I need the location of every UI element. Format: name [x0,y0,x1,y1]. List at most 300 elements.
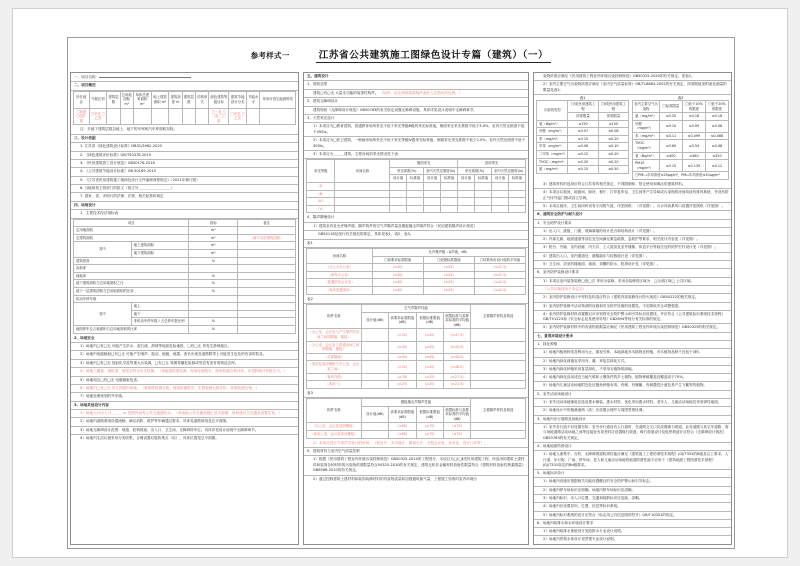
row-grade[interactable]: （Ⅳ） [307,198,335,206]
v[interactable]: (≥45) [416,341,443,353]
row-note[interactable] [238,242,296,250]
th-room: 房间名称 [307,249,373,264]
c[interactable] [475,183,492,191]
table-row [307,249,526,257]
row-label: 地下 [131,310,189,318]
th-5: 地上建筑面积 m² [151,91,169,108]
th-avg[interactable]: □结果所用设计值的平均值 [474,256,525,264]
v[interactable] [361,353,388,361]
section-building-design-title: 五、建筑设计 [304,73,528,81]
row-unit[interactable] [189,310,238,318]
table-row [537,120,629,128]
cell-check-energy[interactable]: □甲类 □乙类 [229,108,247,125]
row-label: 容积率 [74,265,189,273]
c[interactable] [335,183,390,191]
t2-footnote[interactable]: □PM₂.₅年均浓度≤25μg/m³，PM₁₀年均浓度≤50μg/m³ [633,172,729,180]
th-room: 房间名称 [335,160,390,183]
th-7: 建筑层数 [182,91,195,108]
v[interactable]: (≤45) [423,264,474,272]
c[interactable] [441,190,458,198]
v[interactable]: (≥48.0) [443,361,470,373]
acoustic-body-2: GB50118及现行有关规范的规定，具体见表1、表2、表3。 [304,231,528,239]
right-body-26: 2）场地设计中的植栽遮荫（高）应设置合理并与周围景观协调。 [534,407,731,415]
row-unit[interactable]: % [189,287,238,295]
c[interactable] [424,198,441,206]
right-body-2[interactable]: 5）本项目厨房、卫生间同时设有专用排气道，详见图纸：（详见图）。污水冲淡系风口设置详见图纸（详见图）。 [534,203,731,211]
th-12: 采用可再生能源种类 [260,91,296,108]
row-note[interactable] [238,318,296,326]
v[interactable]: (≥45.0) [443,353,470,361]
column-right [533,72,732,545]
c[interactable] [509,183,526,191]
row-unit[interactable] [189,303,238,311]
row-unit[interactable]: m² [189,234,238,242]
table-row [74,325,296,333]
right-body-33: 2）场地内停车场标识应明确，场地内停车场标识应清晰。 [534,487,731,495]
v: ≤0.135 [682,160,705,172]
row-note[interactable] [238,265,296,273]
c[interactable] [458,205,475,213]
cell-blank-4[interactable] [133,108,151,125]
row-note[interactable] [238,287,296,295]
pollutant-limit-table-2 [632,100,729,180]
right-body-35: 4）场地内应设置导向、位置、信息等标识系统。 [534,503,731,511]
right-body-10: 6、室内防护装修设计要求 [534,269,731,277]
row-unit[interactable] [189,265,238,273]
table-row [633,100,729,112]
c[interactable] [390,190,407,198]
right-body-32: 1）场地内设施应根据相关功能设置醒目的安全防护警示和引导标志。 [534,478,731,486]
table-row [74,280,296,288]
v[interactable]: (≥45) [416,353,443,361]
th-impact: 楼板撞击声隔声性能 [361,399,471,407]
right-body-36: 5）场地内标识系统的设计应符合《标志用公共信息图形符号》GB/T10001的规定。 [534,512,731,520]
safety-item-2[interactable]: 3）场地内□有□无 放射化学品等重大污染源，□有□无 易燃易爆危险源或邻近有害有毒物品仓库。 [71,360,298,368]
row-group: 其中 [74,242,132,257]
c[interactable] [424,190,441,198]
cell-blank-7[interactable] [182,108,195,125]
th-std[interactable]: □标准限量 [659,100,682,112]
safety-item-3[interactable]: 4）场地土壤氡、氡浓度、度是否符合有关检测。（场地氡浓度检测、现场检测报告、现场检测合格评价、环境影响评价报告书。） [71,368,298,376]
table-row [307,423,526,431]
c[interactable] [441,183,458,191]
mat[interactable] [471,423,526,431]
th-note: 备注 [238,219,296,227]
v: ≤0.15 [568,151,598,159]
c[interactable] [335,205,390,213]
mat[interactable] [471,353,526,361]
subsection-material-title: 5、建筑材料与室内空气质量控制 [304,448,528,456]
basis-item-0: 1. 江苏省《绿色建筑设计标准》DB32/3962-2020 [71,143,298,151]
v: ≤0.18 [682,113,705,121]
c[interactable] [390,205,407,213]
c[interactable] [407,205,424,213]
row-note[interactable] [238,257,296,265]
v[interactable]: (≥47.5) [443,329,470,341]
row-name[interactable]: （客房门） [307,381,362,389]
row-grade[interactable]: （Ⅴ） [307,205,335,213]
v: ≤0.088 [705,132,728,140]
v[interactable] [361,431,388,439]
th-pollutant: 室内主要空气污染物 [633,100,660,112]
table-row [633,140,729,152]
th-item: 项目 [74,219,189,227]
v[interactable]: (≤65) [389,431,416,439]
safety-item-1[interactable]: 2）场地内电磁辐射□有□无 可能产生噪声、振动、地磁、地震、害长出现及道路附带上可能发生危及的有害的影及。 [71,351,298,359]
table1-caption: 表1 [304,240,528,248]
row-name[interactable]: （客房公室、会议室顶部楼板） [307,431,362,439]
th-material: 主要隔声材料及构造 [471,399,526,423]
row-name: 氡（Bq/m³） [633,152,660,160]
row-name[interactable]: （客房普通客房） [307,286,373,294]
v[interactable] [361,341,388,353]
v[interactable]: (≤40) [372,271,423,279]
v[interactable]: (≥45) [389,341,416,353]
c[interactable] [407,183,424,191]
cell-blank-8[interactable] [196,108,209,125]
th-class2[interactable]: □Ⅱ类民用建筑工程 [598,100,628,112]
row-name: 甲醛（mg/m³） [537,128,568,136]
v[interactable]: (≤42.5) [474,279,525,287]
v: ≤150 [598,120,628,128]
mat[interactable] [471,341,526,353]
c[interactable] [407,190,424,198]
th-sub: 低限标准限值(dB) [416,406,443,423]
th-high[interactable]: □高要求标准限值 [372,256,423,264]
daylight-table [306,159,526,213]
th-illum-top: 室内天然光照度(lx) [492,167,526,175]
row-name[interactable]: （普通商务会议室） [307,279,373,287]
cell-blank-11[interactable] [247,108,260,125]
v[interactable]: (≥22.5) [443,381,470,389]
v[interactable] [361,373,388,381]
form-note: （如有，应注明该装饰构件造价占总造价的比例。） [379,90,463,95]
mat[interactable] [471,381,526,389]
v[interactable] [361,381,388,389]
row-note[interactable] [238,295,296,303]
v[interactable]: (≤40) [372,286,423,294]
row-name: TVOC（mg/m³） [537,158,568,166]
mat[interactable] [471,329,526,341]
header-subtitle: 参考样式一 [250,50,290,60]
right-body-37: 6、场地内给排水和水环境设计要求 [534,520,731,528]
v[interactable]: (≥50) [389,361,416,373]
v[interactable]: (≤40) [372,264,423,272]
c[interactable] [475,190,492,198]
c[interactable] [475,198,492,206]
mat[interactable] [471,431,526,439]
cell-blank-2[interactable] [107,108,120,125]
basis-item-1: 2. 《绿色建筑评价标准》GB/T50378-2019 [71,152,298,160]
row-grade[interactable]: （Ⅲ） [307,190,335,198]
v[interactable]: (≥30) [389,373,416,381]
r-table2-caption: 表2 [677,95,684,100]
v[interactable]: (≤45) [423,271,474,279]
right-body-16: 5）室内防护装修材料中的有害物质限量应满足《民用建筑工程室内环境污染控制规范》GB50325的相关规定。 [534,324,731,332]
row-note[interactable] [238,250,296,258]
c[interactable] [390,198,407,206]
c[interactable] [509,205,526,213]
c[interactable] [458,190,475,198]
v: ≤0.07 [568,128,598,136]
v: ≤0.20 [598,151,628,159]
cell-check-class[interactable]: □甲类 □乙类 [89,108,107,125]
th-sub: 设计值 [458,175,475,183]
row-name: 二甲苯（mg/m³） [537,151,568,159]
th-sub: 低限标准限值(dB) [416,312,443,329]
cell-blank-6[interactable] [169,108,182,125]
safety-item-0[interactable]: 1）场地内□有□无 可能产生洪水、泥石流、滑坡等地质危险地段，□有□无 易发生滑坡地区。 [71,343,298,351]
row-note[interactable] [238,227,296,235]
row-note[interactable] [238,303,296,311]
c[interactable] [509,198,526,206]
right-body-39: 2）场地内景观水体设计见景观专业设计说明。 [543,537,618,542]
v[interactable]: (≥45.0) [443,341,470,353]
noise-table [306,248,526,295]
v[interactable] [361,329,388,341]
v[interactable]: (≥25) [416,373,443,381]
th-10[interactable]: □低于10%的限度 [682,100,705,112]
right-body-17: 七、景观环境设计要求 [534,333,731,341]
daylight-item-1[interactable]: 2）本项目为□医卫建筑，一般病房场所采光不低于采光等级Ⅳ级采光标准值，侧面采光采光系数不低于2.0%，室内天然光照度不低于300lx。 [304,137,528,151]
c[interactable] [509,190,526,198]
c[interactable] [458,198,475,206]
impact-table-wrap [304,398,528,440]
table-row [307,399,526,407]
cell-check-star[interactable]: □一星 □二星 □三星 [209,108,229,125]
v: ≤0.099 [682,132,705,140]
row-note[interactable] [238,280,296,288]
c[interactable] [424,183,441,191]
row-unit[interactable]: % [189,280,238,288]
th-20[interactable]: □低于20%的限度 [705,100,728,112]
columns-container [68,72,734,548]
impact-sound-table [306,398,526,439]
v[interactable]: (≥20) [416,381,443,389]
table-row [537,158,629,166]
row-unit[interactable]: m² [189,227,238,235]
th-grade: 采光等级 [307,160,335,183]
row-name[interactable]: （商务办公室） [307,271,373,279]
v[interactable]: (≤42.5) [474,264,525,272]
overview-table [73,91,296,126]
c[interactable] [441,205,458,213]
row-label: 地下一层建筑面积与总用地面积的比率 [74,287,189,295]
subsection-acoustic-title: 4、隔声降噪设计 [304,214,528,222]
table-row [74,265,296,273]
cell-check-newbuild[interactable]: □新建 □改扩建 [74,108,90,125]
c[interactable] [424,205,441,213]
row-note[interactable] [238,310,296,318]
th-6: 建筑高度 m [169,91,182,108]
c[interactable] [335,190,390,198]
row-name: 甲苯（mg/m³） [537,143,568,151]
row-unit[interactable]: % [189,325,238,333]
right-body-8[interactable]: 4）建筑出入口、室内通道处、潜梯踏步与检修道计见（详见图）。 [534,253,731,261]
cell-blank-3[interactable] [120,108,133,125]
th-limit1: 浓度限量 [568,113,598,121]
v[interactable]: (≤45) [423,286,474,294]
right-body-7[interactable]: 3）阳台、外廊、室内回廊、内天井、上人屋顶及室外楼梯、休息平台等临空处的防护栏杆设计见（详见图）。 [534,244,731,252]
v[interactable]: (≤40) [372,279,423,287]
v: ≤150 [568,120,598,128]
safety-item-6: 7）场地处理规划的外穿墙。 [71,393,298,401]
v[interactable]: (≤70) [443,431,470,439]
middle-spacer [304,483,528,544]
row-name[interactable]: （客房外窗） [307,373,362,381]
row-label: 非机动车停车数 / 占总停车数比例 [131,318,189,326]
c[interactable] [492,190,509,198]
right-body-21: 3）场地内绿化种植采用复层绿化，不采用无植物的绿地。 [534,366,731,374]
row-name[interactable]: （办公大办公室） [307,264,373,272]
v[interactable]: (≥25) [389,381,416,389]
table-row [74,227,296,235]
th-noise-level: 允许噪声级（A声级，dB） [372,249,525,257]
acoustic-body-3[interactable]: 2）本项目进行专项声学设计的房间：（报告厅、多功能厅、剧场大厅、大型会议室、录音室、设计门诊等）。 [304,440,528,448]
row-name: 苯（mg/m³） [537,135,568,143]
right-body-5[interactable]: 1）出入口、挑檐、门窗、玻璃幕墙的设计是否和结构设计（详见图）。 [534,228,731,236]
right-body-12: （公共区域适用于非住宅） [534,286,731,294]
v[interactable]: (≥27.5) [443,373,470,381]
c[interactable] [390,183,407,191]
th-sub: 设计值 [492,175,509,183]
v[interactable]: (≤45) [423,279,474,287]
right-body-18: 1、绿化种植 [534,341,731,349]
form-body[interactable]: 建筑□有□无 大量无功能的装饰性构件。 （如有，应注明该装饰构件造价占总造价的比例。） [304,90,528,98]
c[interactable] [492,205,509,213]
row-unit[interactable]: m² [189,250,238,258]
th-limit2: 浓度限量 [598,113,628,121]
subsection-form-title: 1、建筑造型 [304,81,528,89]
right-body-9[interactable]: 5）卫生间、浴室的楼地面、墙面、顶棚的防水、防滑设计见（详见图）。 [534,261,731,269]
th-coef-top: 采光系数(%) [458,167,492,175]
project-name-blank[interactable] [99,74,191,78]
v[interactable]: (≤42.5) [474,271,525,279]
cell-blank-5[interactable] [151,108,169,125]
c[interactable] [458,183,475,191]
row-name[interactable]: （客房及客房楼板与办公室、会议室之间） [307,361,362,373]
v: ≤0.20 [598,135,628,143]
right-body-15: 4）室内防护装修材料设置醒目可识别的安全防护警示和引导标识设置线，并应符合《公共建筑标识系统技术规程》GB/T51223和《安全标志及其使用导则》GB2894等现行有关标准的规定。 [534,311,731,325]
v[interactable]: (≥45) [416,329,443,341]
overview-note: 注：半地下建筑层数以地上、地下的车库和汽车库面积扣除。 [71,126,298,134]
indicators-table-title: 1、主要技术经济指标表 [71,210,298,218]
row-unit[interactable] [189,295,238,303]
airborne-table-wrap [304,304,528,390]
row-name[interactable]: （办公室、会议室与产生噪声的房间之间的隔墙、楼板） [307,329,362,341]
right-body-25: 1）室外活动场地铺装应选用透水铺装，透水材料，优化采用透水材料，老年人、儿童活动场地宜采用弹性地面。 [534,399,731,407]
c[interactable] [407,198,424,206]
daylight-item-2[interactable]: 3）本项目为＿＿＿建筑，主要房间的采光情况见下表： [304,151,528,159]
row-name[interactable]: （办公室、会议室与普通房间之间的隔墙、楼板） [307,341,362,353]
v[interactable]: (≥50) [389,329,416,341]
table-row [537,166,629,174]
c[interactable] [492,198,509,206]
drawing-sheet [67,37,735,549]
row-unit[interactable]: m² [189,242,238,250]
v[interactable] [361,423,388,431]
row-note[interactable] [238,272,296,280]
table-row [307,353,526,361]
pollutant-tables-wrap [534,95,731,181]
v: ≤0.20 [598,158,628,166]
th-side-daylight: 侧面采光 [390,160,458,168]
row-unit[interactable]: % [189,318,238,326]
section-site-design-title: 四、场地设计 [71,202,298,210]
right-body-27: 3、场地内步行道路及场地设计 [534,416,731,424]
table-row [307,271,526,279]
safety-item-8[interactable]: 1）场地人行出入口＿＿＿ m 范围内设有公共交通通站点。（该场地公共交通设施汇及平面图，规划建议主交通及设置汇及。） [71,410,298,418]
table-row [74,272,296,280]
table-row [537,100,629,112]
right-body-6[interactable]: 2）内部走廊、地面通道等部位宜空间满足紧急疏散，急救护等要求，相关设计内容见（详见图）。 [534,236,731,244]
c[interactable] [492,183,509,191]
row-name: 氨（mg/m³） [537,166,568,174]
th-11: 节能水平 [247,91,260,108]
th-4: 单体总建筑面积 m² [133,91,151,108]
v[interactable]: (≤65) [389,423,416,431]
v: ≤0.08 [705,120,728,132]
cell-blank-12[interactable] [260,108,296,125]
mat[interactable] [471,361,526,373]
row-note[interactable] [238,325,296,333]
sheet-header [68,38,734,72]
th-sub: 设计值 [424,175,441,183]
safety-item-11: 4）场地内生活垃圾采用分类收集，合理设置垃圾收集点（站），具体位置见总平面图。 [80,436,219,441]
row-group: 其中 [74,303,132,326]
daylight-item-0[interactable]: 1）本项目为□教育建筑，普通教育场所采光不低于采光等级Ⅲ级的采光标准值，侧面采光采光系数不低于3.0%，室内天然光照度不低于450lx。 [304,123,528,137]
safety-item-5[interactable]: 6）场地内□有□无 幼儿园屋内场地。（氧浓度检测合格、现场检测报告、生物检测合格评价、环境检测合格。） [71,385,298,393]
basis-item-5[interactable]: 6. 当地规划主管部门的批文（批文号＿＿＿＿＿＿＿＿＿） [71,185,298,193]
safety-item-4[interactable]: 5）场地周边□有□无 电磁辐射危害。 [71,377,298,385]
table-row [307,198,526,206]
v[interactable]: (≤75) [416,431,443,439]
row-note[interactable]: （填写实际建筑面积） [238,234,296,242]
v[interactable]: (≤70) [443,423,470,431]
row-name[interactable]: （办公室、会议室顶部楼板） [307,423,362,431]
basis-item-2: 3. 《民用建筑热工设计规范》GB50176-2016 [71,160,298,168]
material-item-0[interactable]: 1）根据《民用建筑工程室内环境污染控制规范》GB50325-2010的工程划分，本项目为□Ⅰ□Ⅱ类民用建筑工程，所选用的建筑土建材料和装饰各种材料的污染物浓度限量符合50325-2010的有关规定，建筑无机非金属材料放射性限量符合《建筑材料放射性核素限量》GB6566-2010的有关规定。 [304,456,528,475]
th-class1[interactable]: □Ⅰ类民用建筑工程 [568,100,598,112]
row-name[interactable]: （走廊隔墙） [307,353,362,361]
v: ≤0.60 [659,140,682,152]
c[interactable] [475,205,492,213]
row-name: PM10（mg/m³） [633,160,660,172]
row-unit[interactable]: % [189,272,238,280]
c[interactable] [441,198,458,206]
right-body-11[interactable]: 1）本项目室内装饰装修□是□否 采用全装修。采用全装修的区域为：□全部区域□ 公共区域。 [534,278,731,286]
row-grade[interactable]: （Ⅱ） [307,183,335,191]
airborne-sound-table [306,304,526,389]
th-2: 建筑层数 [107,91,120,108]
v[interactable]: (≥45) [416,361,443,373]
v[interactable]: (≥45) [389,353,416,361]
table-row [307,361,526,373]
th-sub: 设计值 [390,175,407,183]
v: ≤0.11 [659,132,682,140]
v[interactable]: (≤42.5) [474,286,525,294]
pollutant-limit-table-1 [536,100,629,174]
row-unit[interactable]: % [189,257,238,265]
mat[interactable] [471,373,526,381]
v[interactable]: (≤75) [416,423,443,431]
th-airborne: 空气声隔声性能 [361,304,471,312]
th-low[interactable]: □低限标准限值 [423,256,474,264]
right-body-30: 1）场地人流集中、台阶、无障碍坡道防滑性能应满足《建筑施工工程防滑技术规程》JGJ/T331的B级及以上要求；人行道、步行街、广场、停车场、老人和儿童活动场地的地面防滑性能不应低于《建筑地面工程防滑技术规程》JGJ/T331规定的Bd级要求。 [534,451,731,470]
c[interactable] [335,198,390,206]
accessible-body: 建筑物按《无障碍设计规范》GB50763的有关规定设置无障碍设施，具体详见设计说明中无障碍章节。 [304,107,528,115]
v[interactable] [361,361,388,373]
